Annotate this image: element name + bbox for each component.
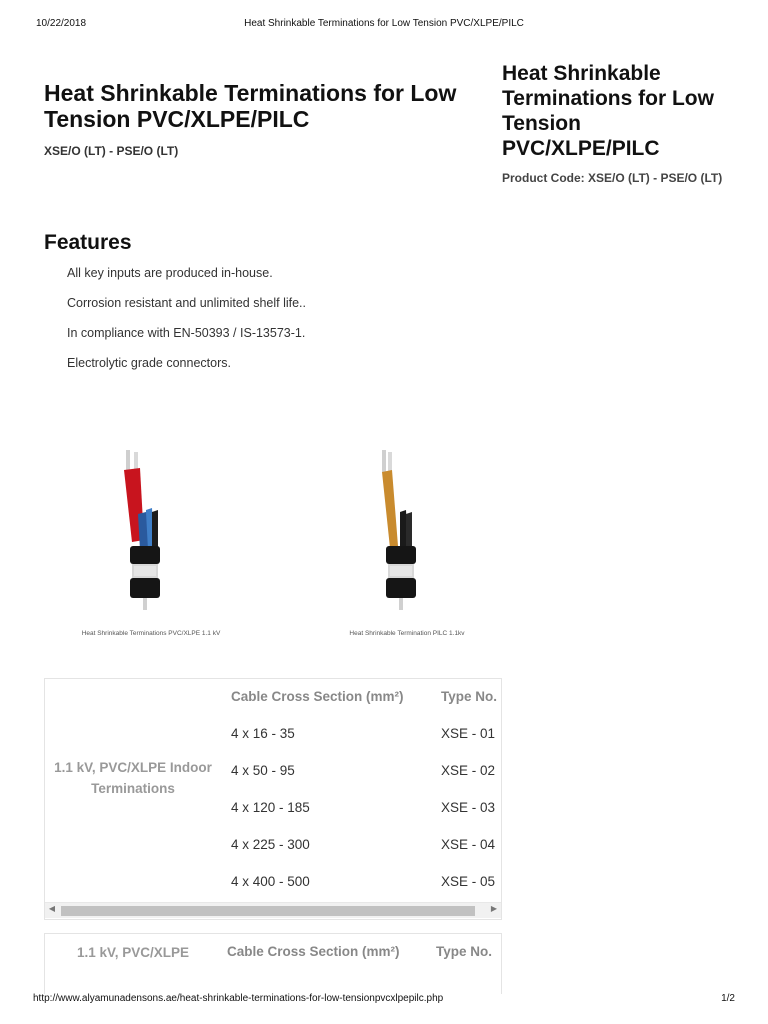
cell-type-no: XSE - 03: [441, 800, 496, 815]
features-list: [67, 265, 306, 385]
scroll-left-icon[interactable]: ◀: [48, 904, 56, 913]
column-header-cross-section: Cable Cross Section (mm²): [227, 944, 400, 959]
print-page-title: Heat Shrinkable Terminations for Low Tension PVC/XLPE/PILC: [244, 18, 524, 29]
product-gallery: [46, 450, 502, 650]
scroll-right-icon[interactable]: ▶: [490, 904, 498, 913]
scrollbar-thumb[interactable]: [61, 906, 475, 916]
features-heading: Features: [44, 231, 132, 254]
table-horizontal-scrollbar[interactable]: [45, 902, 501, 918]
cell-type-no: XSE - 05: [441, 874, 496, 889]
page-title: Heat Shrinkable Terminations for Low Tension PVC/XLPE/PILC: [44, 80, 457, 132]
feature-item: Corrosion resistant and unlimited shelf life..: [67, 296, 307, 310]
cell-cross-section: 4 x 400 - 500: [231, 874, 310, 889]
feature-item: All key inputs are produced in-house.: [67, 266, 273, 280]
cable-termination-pilc-image: [352, 450, 462, 620]
gallery-item-pvc-xlpe[interactable]: [46, 450, 246, 640]
cell-type-no: XSE - 01: [441, 726, 496, 741]
cell-cross-section: 4 x 16 - 35: [231, 726, 295, 741]
spec-table-indoor: [44, 678, 502, 920]
gallery-item-pilc[interactable]: [302, 450, 502, 640]
feature-item: Electrolytic grade connectors.: [67, 356, 231, 370]
cell-cross-section: 4 x 120 - 185: [231, 800, 310, 815]
spec-table-outdoor: [44, 933, 502, 994]
cell-cross-section: 4 x 225 - 300: [231, 837, 310, 852]
cable-termination-pvc-xlpe-image: [96, 450, 206, 620]
cell-cross-section: 4 x 50 - 95: [231, 763, 295, 778]
gallery-caption: Heat Shrinkable Termination PILC 1.1kv: [349, 630, 465, 637]
column-header-cross-section: Cable Cross Section (mm²): [231, 689, 404, 704]
cell-type-no: XSE - 02: [441, 763, 496, 778]
sidebar-product-code: Product Code: XSE/O (LT) - PSE/O (LT): [502, 171, 723, 185]
column-header-type-no: Type No.: [441, 689, 498, 704]
product-code-subtitle: XSE/O (LT) - PSE/O (LT): [44, 144, 179, 158]
column-header-type-no: Type No.: [436, 944, 493, 959]
feature-item: In compliance with EN-50393 / IS-13573-1.: [67, 326, 306, 340]
gallery-caption: Heat Shrinkable Terminations PVC/XLPE 1.1 kV: [81, 630, 221, 637]
voltage-group-label: 1.1 kV, PVC/XLPE: [76, 945, 190, 960]
print-url: http://www.alyamunadensons.ae/heat-shrinkable-terminations-for-low-tensionpvcxlpepilc.php: [33, 993, 444, 1004]
voltage-group-label: 1.1 kV, PVC/XLPE Indoor Terminations: [54, 760, 212, 796]
print-page-number: 1/2: [721, 993, 735, 1004]
print-date: 10/22/2018: [36, 18, 87, 29]
sidebar-product-title: Heat Shrinkable Terminations for Low Tension PVC/XLPE/PILC: [502, 62, 714, 160]
cell-type-no: XSE - 04: [441, 837, 496, 852]
